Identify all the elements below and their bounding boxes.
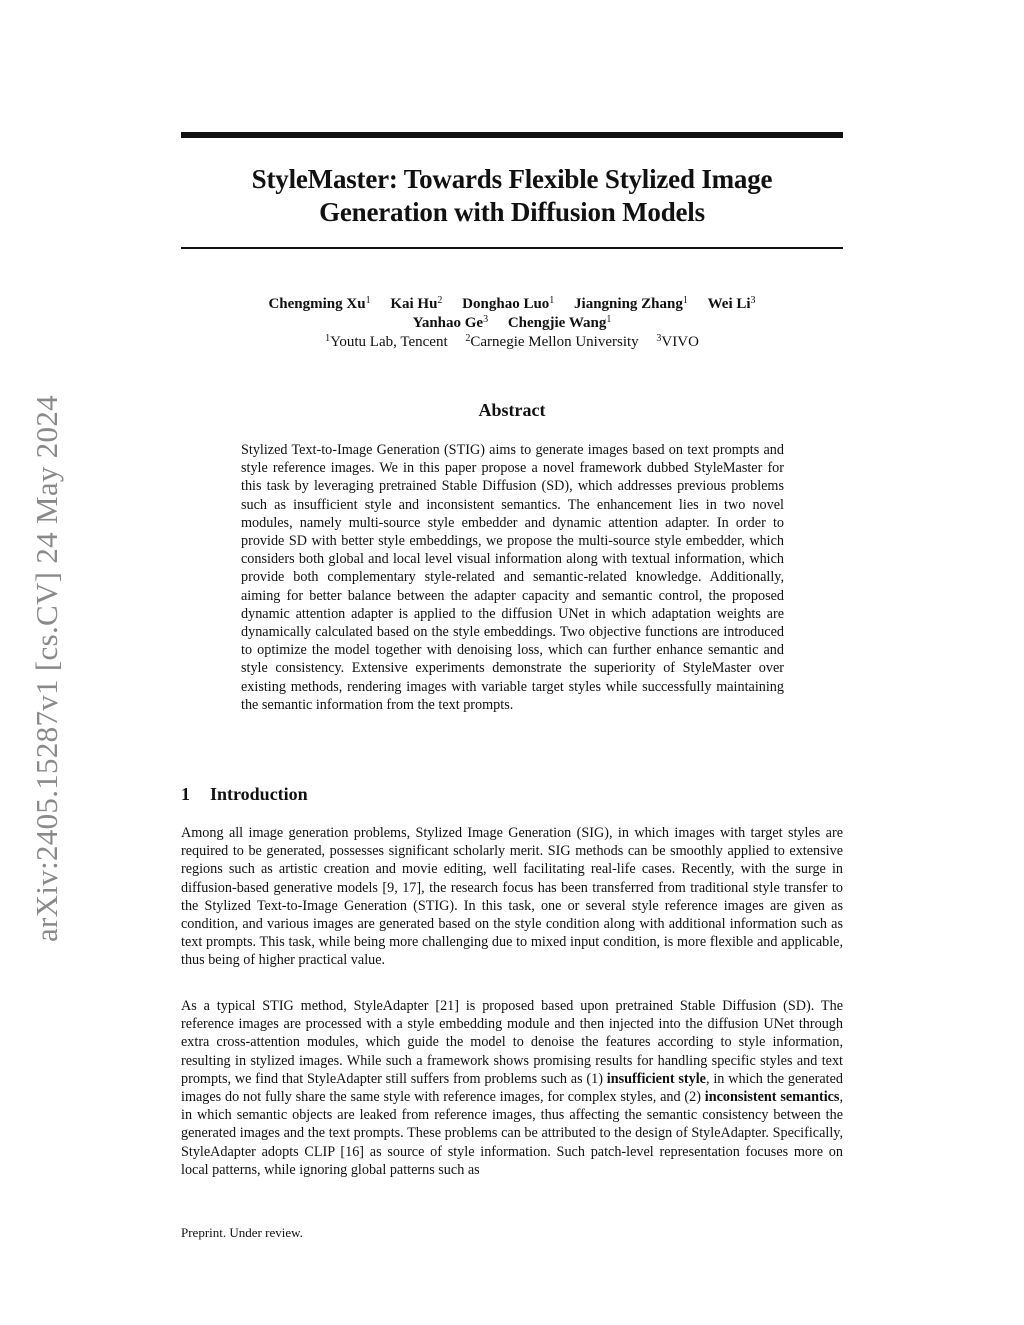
section-title: Introduction [210, 784, 308, 804]
emphasis-insufficient-style: insufficient style [606, 1070, 706, 1087]
author-name: Chengming Xu$^1$ [268, 295, 371, 312]
footer-note: Preprint. Under review. [181, 1225, 303, 1240]
author-name: Wei Li$^3$ [707, 295, 756, 312]
author-row-1 [181, 295, 843, 314]
author-block [181, 295, 843, 352]
section-number: 1 [181, 784, 190, 804]
section-heading-introduction [181, 783, 843, 805]
affiliation: $^2$Carnegie Mellon University [465, 333, 639, 350]
title-line-2: Generation with Diffusion Models [319, 197, 705, 227]
title-top-rule [181, 132, 843, 138]
abstract-text: Stylized Text-to-Image Generation (STIG) aims to generate images based on text prompts and style reference images. We in this paper propose a novel framework dubbed StyleMaster for this task by leveraging pretrained Stable Diffusion (SD), which addresses previous problems such as insufficient style and inconsistent semantics. The enhancement lies in two novel modules, namely multi-source style embedder and dynamic attention adapter. In order to provide SD with better style embeddings, we propose the multi-source style embedder, which considers both global and local level visual information along with textual information, which provide both complementary style-related and semantic-related knowledge. Additionally, aiming for better balance between the adapter capacity and semantic control, the proposed dynamic attention adapter is applied to the diffusion UNet in which adaptation weights are dynamically calculated based on the style embeddings. Two objective functions are introduced to optimize the model together with denoising loss, which can further enhance semantic and style consistency. Extensive experiments demonstrate the superiority of StyleMaster over existing methods, rendering images with variable target styles while successfully maintaining the semantic information from the text prompts. [241, 442, 784, 713]
affiliation: $^3$VIVO [656, 333, 699, 350]
title-bottom-rule [181, 247, 843, 249]
intro-paragraph-1: Among all image generation problems, Stylized Image Generation (SIG), in which images with target styles are required to be generated, possesses significant scholarly merit. SIG methods can be smoothly applied to extensive regions such as artistic creation and movie editing, well facilitating real-life cases. Recently, with the surge in diffusion-based generative models [9, 17], the research focus has been transferred from traditional style transfer to the Stylized Text-to-Image Generation (STIG). In this task, one or several style reference images are given as condition, and various images are generated based on the style condition along with additional information such as text prompts. This task, while being more challenging due to mixed input condition, is more flexible and applicable, thus being of higher practical value. [181, 825, 843, 969]
affiliation-row [181, 333, 843, 352]
author-row-2 [181, 314, 843, 333]
author-name: Chengjie Wang$^1$ [507, 314, 612, 331]
intro-paragraph-2: As a typical STIG method, StyleAdapter [21] is proposed based upon pretrained Stable Diffusion (SD). The reference images are processed with a style embedding module and then injected into the diffusion UNet through extra cross-attention modules, which guide the model to denoise the features according to style information, resulting in stylized images. While such a framework shows promising results for handling specific styles and text prompts, we find that StyleAdapter still suffers from problems such as (1) insufficient style, in which the generated images do not fully share the same style with reference images, for complex styles, and (2) inconsistent semantics, in which semantic objects are leaked from reference images, thus affecting the semantic consistency between the generated images and the text prompts. These problems can be attributed to the design of StyleAdapter. Specifically, StyleAdapter adopts CLIP [16] as source of style information. Such patch-level representation focuses more on local patterns, while ignoring global patterns such as [181, 998, 843, 1178]
affiliation: $^1$Youtu Lab, Tencent [325, 333, 448, 350]
author-name: Jiangning Zhang$^1$ [574, 295, 688, 312]
paper-title [181, 163, 843, 229]
author-name: Donghao Luo$^1$ [462, 295, 555, 312]
author-name: Yanhao Ge$^3$ [412, 314, 489, 331]
arxiv-side-stamp: arXiv:2405.15287v1 [cs.CV] 24 May 2024 [29, 395, 64, 942]
emphasis-inconsistent-semantics: inconsistent semantics [704, 1089, 840, 1106]
abstract-heading: Abstract [478, 400, 546, 420]
title-line-1: StyleMaster: Towards Flexible Stylized Image [251, 164, 773, 194]
author-name: Kai Hu$^2$ [390, 295, 443, 312]
